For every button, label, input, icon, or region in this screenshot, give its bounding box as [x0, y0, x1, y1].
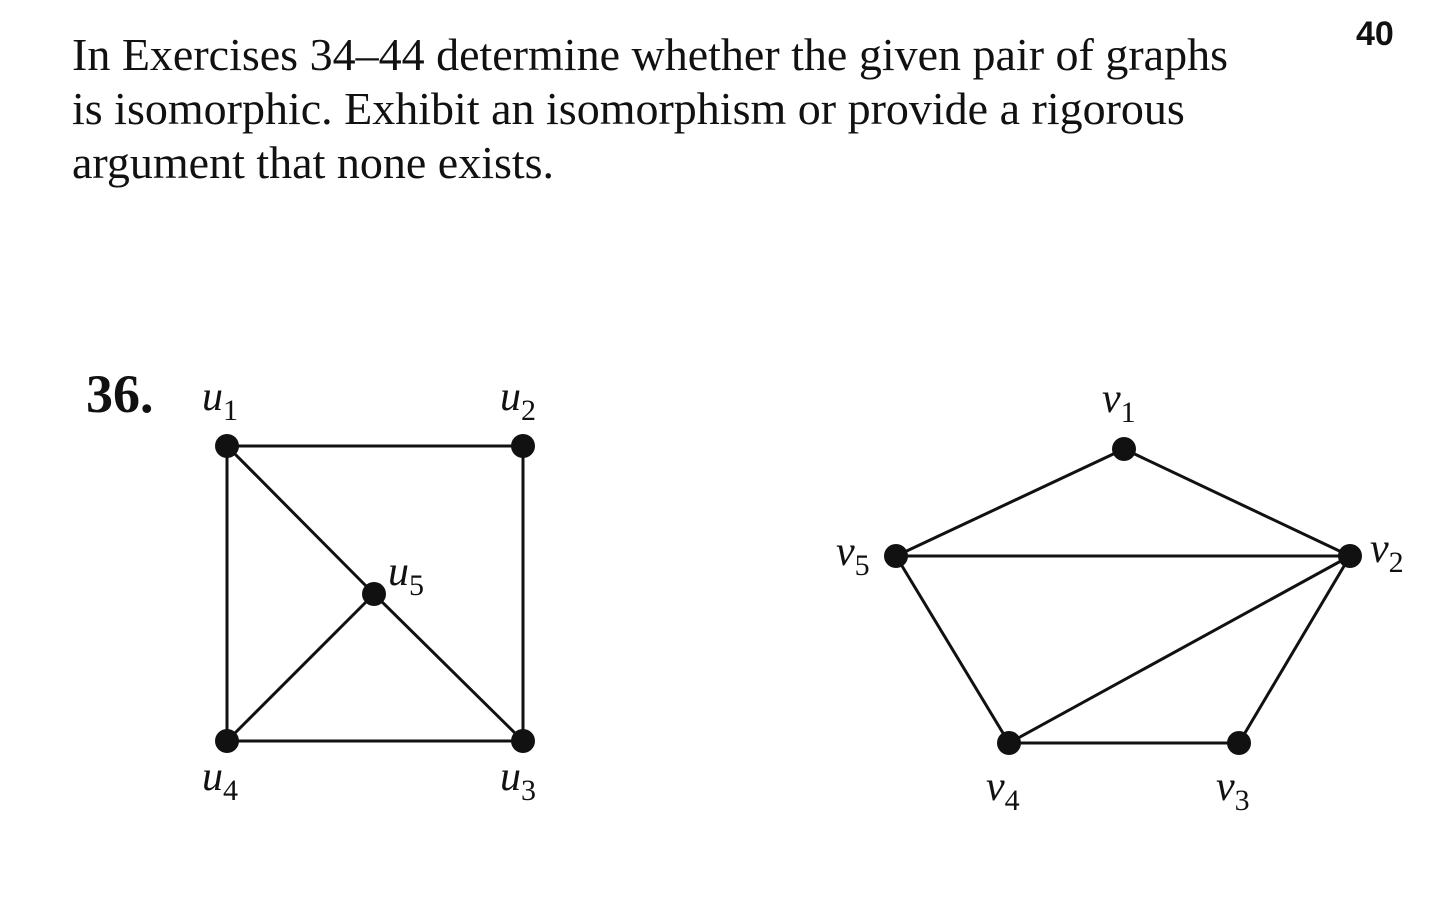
vertex-u2 [511, 434, 535, 458]
vertex-v4 [997, 731, 1021, 755]
instructions-line: In Exercises 34–44 determine whether the given pair of graphs [72, 29, 1228, 80]
vertex-u1 [215, 434, 239, 458]
vertex-label-v1: $v_1$ [1102, 376, 1136, 429]
vertex-label-u4: $u_4$ [202, 754, 238, 807]
edge-v1-v5 [896, 449, 1124, 556]
edge-v2-v3 [1239, 556, 1350, 743]
edge-u5-u4 [227, 594, 374, 741]
vertex-v1 [1112, 437, 1136, 461]
graph-v [836, 376, 1404, 817]
vertex-label-v4: $v_4$ [986, 764, 1020, 817]
edge-u5-u3 [374, 594, 523, 741]
vertex-label-v2: $v_2$ [1370, 526, 1404, 579]
vertex-v2 [1338, 544, 1362, 568]
edge-v1-v2 [1124, 449, 1350, 556]
vertex-label-u1: $u_1$ [202, 374, 238, 427]
vertex-v3 [1227, 731, 1251, 755]
vertex-label-v3: $v_3$ [1216, 764, 1250, 817]
instructions-line: argument that none exists. [72, 137, 555, 188]
vertex-label-v5: $v_5$ [836, 529, 870, 582]
vertex-v5 [884, 544, 908, 568]
edge-u1-u5 [227, 446, 374, 594]
vertex-u4 [215, 729, 239, 753]
vertex-label-u3: $u_3$ [500, 754, 536, 807]
edge-v4-v2 [1009, 556, 1350, 743]
vertex-u3 [511, 729, 535, 753]
vertex-u5 [362, 582, 386, 606]
exercise-number: 36. [86, 364, 154, 424]
vertex-label-u5: $u_5$ [388, 549, 424, 602]
page-number: 40 [1356, 15, 1394, 53]
vertex-label-u2: $u_2$ [500, 374, 536, 427]
instructions-line: is isomorphic. Exhibit an isomorphism or provide a rigorous [72, 83, 1185, 134]
graph-u [202, 374, 536, 807]
edge-v4-v5 [896, 556, 1009, 743]
